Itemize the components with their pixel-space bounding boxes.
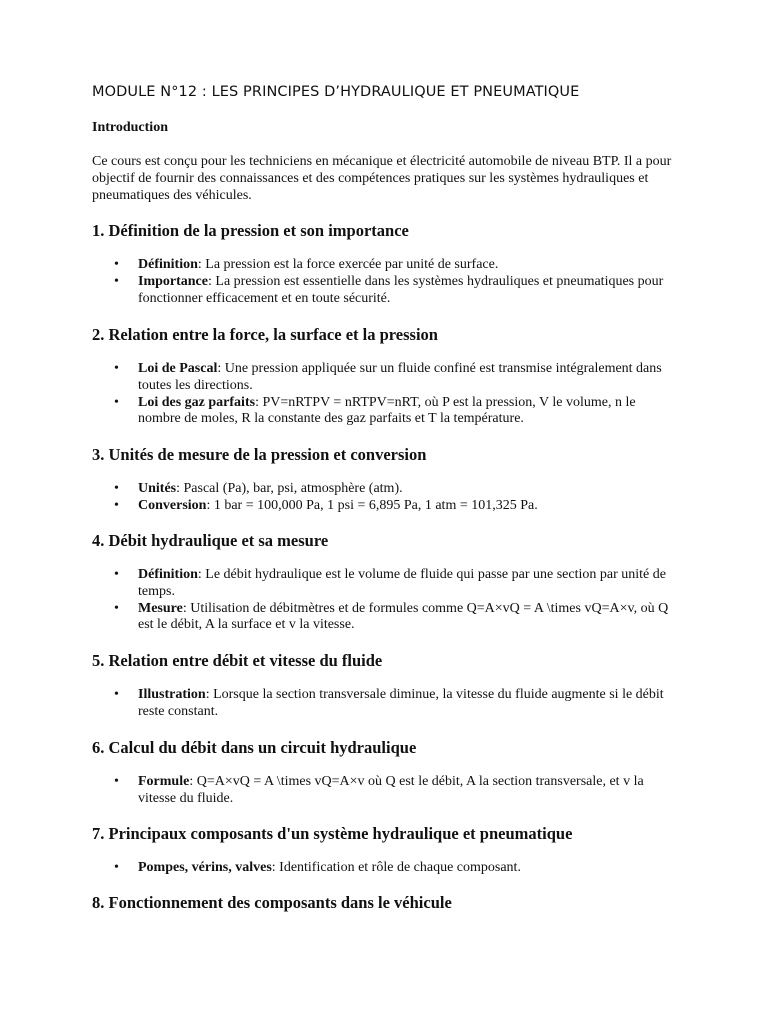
section-6 — [92, 738, 692, 806]
section-heading: 6. Calcul du débit dans un circuit hydraulique — [92, 738, 417, 757]
section-5 — [92, 651, 692, 719]
list-item — [138, 274, 678, 308]
section-heading: 4. Débit hydraulique et sa mesure — [92, 531, 329, 550]
list-item — [138, 774, 678, 808]
list-item — [138, 498, 678, 515]
item-text: : La pression est la force exercée par unité de surface. — [197, 257, 499, 272]
section-heading: 5. Relation entre débit et vitesse du fluide — [92, 651, 383, 670]
item-text: : Utilisation de débitmètres et de formules comme Q=A×vQ = A \times vQ=A×v, où Q est le débit, A la surface et v la vitesse. — [138, 600, 669, 633]
term: Loi de Pascal — [138, 361, 218, 376]
term: Mesure — [138, 600, 183, 616]
item-text: : La pression est essentielle dans les systèmes hydrauliques et pneumatiques pour fonctionner efficacement et en toute sécurité. — [138, 273, 664, 306]
intro-paragraph: Ce cours est conçu pour les techniciens en mécanique et électricité automobile de niveau BTP. Il a pour objectif de fournir des connaissances et des compétences pratiques sur les systèmes hydrauliques et pneumatiques des véhicules. — [92, 154, 672, 203]
item-text: : Q=A×vQ = A \times vQ=A×v où Q est le débit, A la section transversale, et v la vitesse du fluide. — [138, 774, 644, 806]
section-heading: 1. Définition de la pression et son importance — [92, 221, 409, 240]
bullet-list — [138, 257, 678, 307]
list-item — [138, 257, 678, 274]
term: Importance — [138, 273, 208, 289]
list-item — [138, 687, 678, 721]
term: Conversion — [138, 497, 207, 513]
term: Loi des gaz parfaits — [138, 394, 256, 410]
term: Formule — [138, 774, 190, 789]
bullet-list — [138, 687, 678, 721]
section-heading: 8. Fonctionnement des composants dans le véhicule — [92, 893, 452, 912]
bullet-list — [138, 774, 678, 808]
list-item — [138, 481, 678, 498]
term: Illustration — [138, 687, 206, 702]
document-title: MODULE N°12 : LES PRINCIPES D’HYDRAULIQUE ET PNEUMATIQUE — [92, 84, 580, 100]
item-text: : Le débit hydraulique est le volume de fluide qui passe par une section par unité de temps. — [138, 567, 666, 599]
term: Définition — [138, 567, 198, 582]
section-4 — [92, 531, 692, 633]
bullet-list — [138, 361, 678, 428]
list-item — [138, 860, 678, 877]
item-text: : Une pression appliquée sur un fluide confiné est transmise intégralement dans toutes les directions. — [138, 361, 662, 393]
list-item — [138, 395, 678, 429]
section-heading: 2. Relation entre la force, la surface et la pression — [92, 325, 438, 344]
intro-heading: Introduction — [92, 120, 168, 135]
term: Unités — [138, 481, 177, 496]
list-item — [138, 361, 678, 395]
section-8 — [92, 893, 692, 913]
item-text: : Identification et rôle de chaque composant. — [271, 860, 521, 875]
item-text: : PV=nRTPV = nRTPV=nRT, où P est la pression, V le volume, n le nombre de moles, R la constante des gaz parfaits et T la température. — [138, 394, 636, 427]
section-1 — [92, 221, 692, 306]
bullet-list — [138, 481, 678, 515]
item-text: : Pascal (Pa), bar, psi, atmosphère (atm). — [176, 481, 403, 496]
section-2 — [92, 325, 692, 427]
section-3 — [92, 445, 692, 513]
section-heading: 7. Principaux composants d'un système hydraulique et pneumatique — [92, 824, 573, 843]
bullet-list — [138, 860, 678, 877]
bullet-list — [138, 567, 678, 634]
item-text: : Lorsque la section transversale diminue, la vitesse du fluide augmente si le débit reste constant. — [138, 687, 664, 719]
term: Pompes, vérins, valves — [138, 860, 272, 875]
item-text: : 1 bar = 100,000 Pa, 1 psi = 6,895 Pa, 1 atm = 101,325 Pa. — [206, 497, 538, 513]
term: Définition — [138, 257, 198, 272]
list-item — [138, 601, 678, 635]
section-7 — [92, 824, 692, 875]
section-heading: 3. Unités de mesure de la pression et conversion — [92, 445, 427, 464]
list-item — [138, 567, 678, 601]
